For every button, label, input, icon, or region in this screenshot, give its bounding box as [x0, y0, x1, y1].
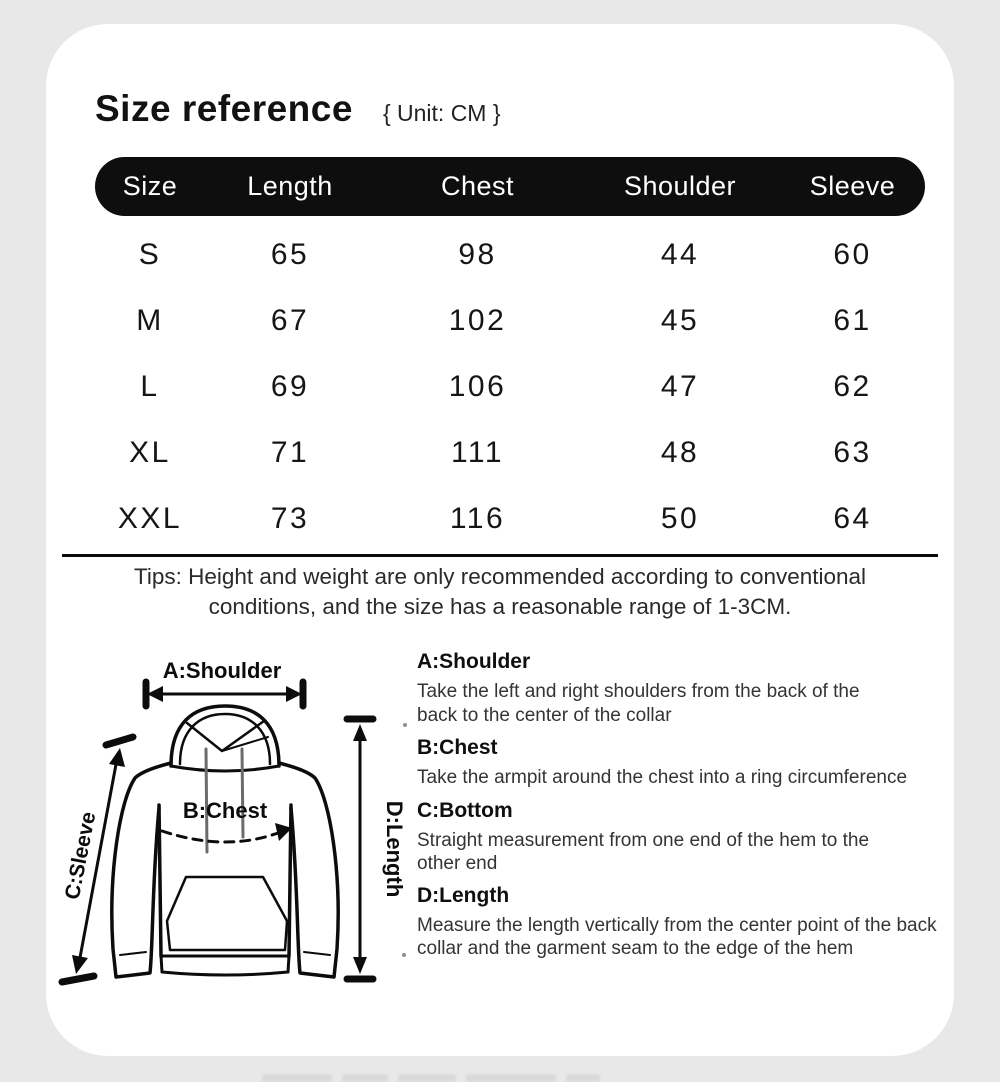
column-header-sleeve: Sleeve — [809, 171, 896, 201]
cell-length: 73 — [270, 502, 310, 535]
definition-length — [417, 884, 962, 961]
cell-size: L — [140, 370, 160, 403]
definition-term: B:Chest — [417, 736, 498, 759]
length-arrow-head-top-icon — [353, 724, 367, 741]
table-row-s — [95, 222, 925, 288]
body-side-lines — [159, 805, 291, 956]
definition-text: Measure the length vertically from the center point of the back collar and the garment seam to the edge of the hem — [417, 914, 937, 959]
divider-line — [62, 554, 938, 557]
cell-length: 71 — [270, 436, 310, 469]
cell-chest: 111 — [450, 436, 505, 469]
cell-chest: 102 — [448, 304, 507, 337]
hood-overlap-line — [222, 737, 268, 751]
cell-size: XXL — [117, 502, 183, 535]
cell-length: 65 — [270, 238, 310, 271]
table-row-l — [95, 354, 925, 420]
cell-length: 67 — [270, 304, 310, 337]
chest-measure-label: B:Chest — [182, 798, 268, 823]
sleeve-arrow-bottom-bar — [62, 976, 94, 982]
collar-base-line — [171, 766, 279, 771]
sleeve-measure-label: C:Sleeve — [60, 810, 101, 902]
tips-line-1: Tips: Height and weight are only recommended according to conventional — [133, 564, 867, 589]
column-header-size: Size — [122, 171, 178, 201]
column-header-chest: Chest — [440, 171, 515, 201]
sleeve-arrow-top-bar — [106, 737, 133, 745]
sleeve-arrow-head-top-icon — [109, 748, 125, 767]
cell-sleeve: 61 — [833, 304, 872, 337]
cell-shoulder: 47 — [660, 370, 700, 403]
definition-text: Take the armpit around the chest into a ring circumference — [417, 767, 908, 788]
table-row-xl — [95, 420, 925, 486]
hoodie-diagram — [40, 645, 410, 1005]
column-header-shoulder: Shoulder — [623, 171, 737, 201]
shoulder-measure-label: A:Shoulder — [162, 658, 282, 683]
cell-size: S — [138, 238, 162, 271]
hem-band — [161, 956, 289, 975]
cell-sleeve: 60 — [833, 238, 872, 271]
cutoff-next-section-artifact — [262, 1074, 600, 1082]
length-measure-label: D:Length — [382, 800, 407, 898]
column-header-length: Length — [247, 171, 333, 201]
length-arrow-head-bottom-icon — [353, 957, 367, 974]
stray-dot — [403, 723, 407, 727]
table-row-m — [95, 288, 925, 354]
cell-chest: 98 — [458, 238, 497, 271]
hood-inner-line — [180, 714, 270, 764]
definition-term: D:Length — [417, 883, 510, 907]
cell-shoulder: 50 — [660, 502, 700, 535]
table-row-xxl — [95, 486, 925, 552]
definition-text: Take the left and right shoulders from the back of the back to the center of the collar — [417, 681, 860, 726]
cell-size: M — [136, 304, 164, 337]
unit-note: { Unit: CM } — [382, 100, 501, 126]
tips-note — [70, 562, 930, 622]
hood-v-collar — [187, 721, 264, 751]
definition-text: Straight measurement from one end of the hem to the other end — [417, 829, 870, 874]
cell-chest: 116 — [449, 502, 506, 535]
definition-chest — [417, 736, 962, 790]
definition-term: C:Bottom — [417, 798, 513, 822]
cell-shoulder: 44 — [660, 238, 700, 271]
page-title: Size reference — [95, 88, 353, 129]
cell-shoulder: 45 — [660, 304, 700, 337]
kangaroo-pocket — [167, 877, 287, 950]
chest-dashed-arrow — [162, 831, 278, 842]
tips-line-2: conditions, and the size has a reasonable range of 1-3CM. — [208, 594, 792, 619]
measurement-definitions — [417, 650, 962, 970]
size-table-body — [95, 222, 925, 552]
stray-dot — [402, 953, 406, 957]
cell-length: 69 — [270, 370, 310, 403]
sleeve-arrow-head-bottom-icon — [72, 955, 88, 974]
definition-term: A:Shoulder — [417, 650, 531, 673]
title-row — [95, 88, 501, 130]
cell-sleeve: 63 — [833, 436, 872, 469]
cell-size: XL — [129, 436, 171, 469]
size-table-header — [95, 157, 925, 216]
cell-shoulder: 48 — [660, 436, 700, 469]
definition-bottom — [417, 799, 962, 876]
cell-sleeve: 62 — [833, 370, 872, 403]
definition-shoulder — [417, 650, 962, 727]
cell-chest: 106 — [448, 370, 507, 403]
cell-sleeve: 64 — [833, 502, 872, 535]
